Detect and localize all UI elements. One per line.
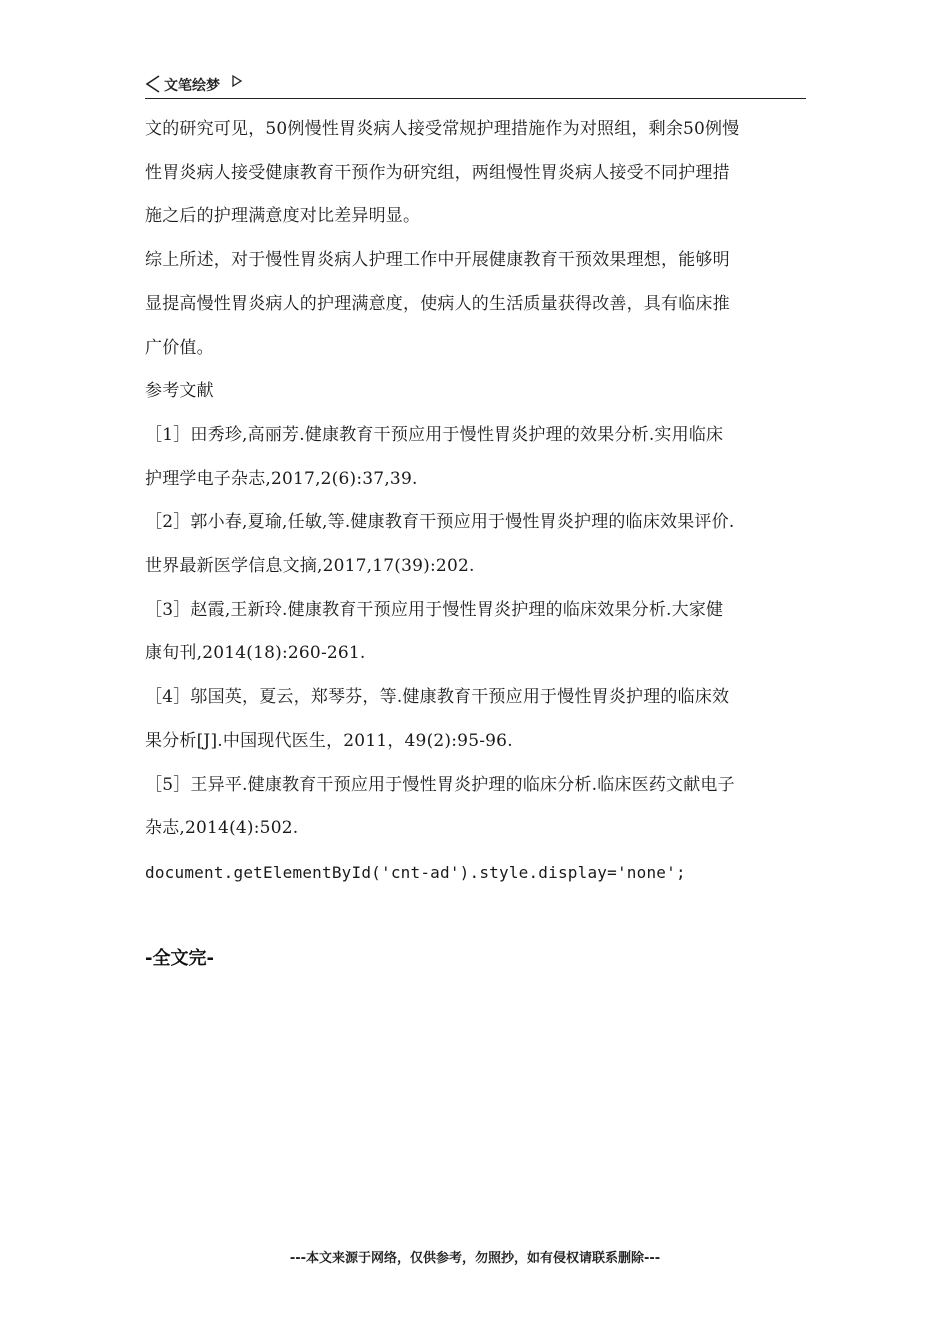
text-line: 综上所述，对于慢性胃炎病人护理工作中开展健康教育干预效果理想，能够明	[145, 250, 730, 271]
page-footer-disclaimer: ---本文来源于网络，仅供参考，勿照抄，如有侵权请联系删除---	[289, 1251, 661, 1266]
reference-item-4	[145, 676, 810, 763]
text-line: 施之后的护理满意度对比差异明显。	[145, 206, 421, 227]
reference-list	[145, 414, 810, 851]
page-header	[145, 72, 806, 99]
reference-line: 世界最新医学信息文摘,2017,17(39):202.	[145, 556, 475, 577]
reference-item-5	[145, 764, 810, 851]
reference-line: ［2］郭小春,夏瑜,任敏,等.健康教育干预应用于慢性胃炎护理的临床效果评价.	[145, 512, 735, 533]
left-triangle-icon	[145, 74, 161, 94]
references-heading: 参考文献	[145, 381, 214, 402]
reference-item-2	[145, 501, 810, 588]
reference-item-3	[145, 589, 810, 676]
reference-line: ［4］邬国英，夏云，郑琴芬，等.健康教育干预应用于慢性胃炎护理的临床效	[145, 687, 730, 708]
text-line: 广价值。	[145, 337, 214, 358]
reference-line: 果分析[J].中国现代医生，2011，49(2):95-96.	[145, 730, 513, 751]
reference-line: ［5］王异平.健康教育干预应用于慢性胃炎护理的临床分析.临床医药文献电子	[145, 774, 735, 795]
text-line: 性胃炎病人接受健康教育干预作为研究组，两组慢性胃炎病人接受不同护理措	[145, 162, 730, 183]
document-body	[145, 108, 810, 895]
reference-line: 杂志,2014(4):502.	[145, 818, 299, 839]
reference-line: 康旬刊,2014(18):260-261.	[145, 643, 366, 664]
reference-line: ［3］赵霞,王新玲.健康教育干预应用于慢性胃炎护理的临床效果分析.大家健	[145, 599, 724, 620]
paragraph-conclusion-study	[145, 108, 810, 239]
text-line: 文的研究可见，50例慢性胃炎病人接受常规护理措施作为对照组，剩余50例慢	[145, 119, 740, 139]
header-title: 文笔绘梦	[164, 78, 220, 94]
right-triangle-icon	[231, 74, 243, 88]
reference-line: ［1］田秀珍,高丽芳.健康教育干预应用于慢性胃炎护理的效果分析.实用临床	[145, 424, 724, 445]
reference-line: 护理学电子杂志,2017,2(6):37,39.	[145, 468, 418, 489]
stray-code-line: document.getElementById('cnt-ad').style.display='none';	[145, 862, 686, 882]
text-line: 显提高慢性胃炎病人的护理满意度，使病人的生活质量获得改善，具有临床推	[145, 293, 730, 314]
paragraph-summary	[145, 239, 810, 370]
reference-item-1	[145, 414, 810, 501]
end-mark: -全文完-	[145, 948, 214, 969]
